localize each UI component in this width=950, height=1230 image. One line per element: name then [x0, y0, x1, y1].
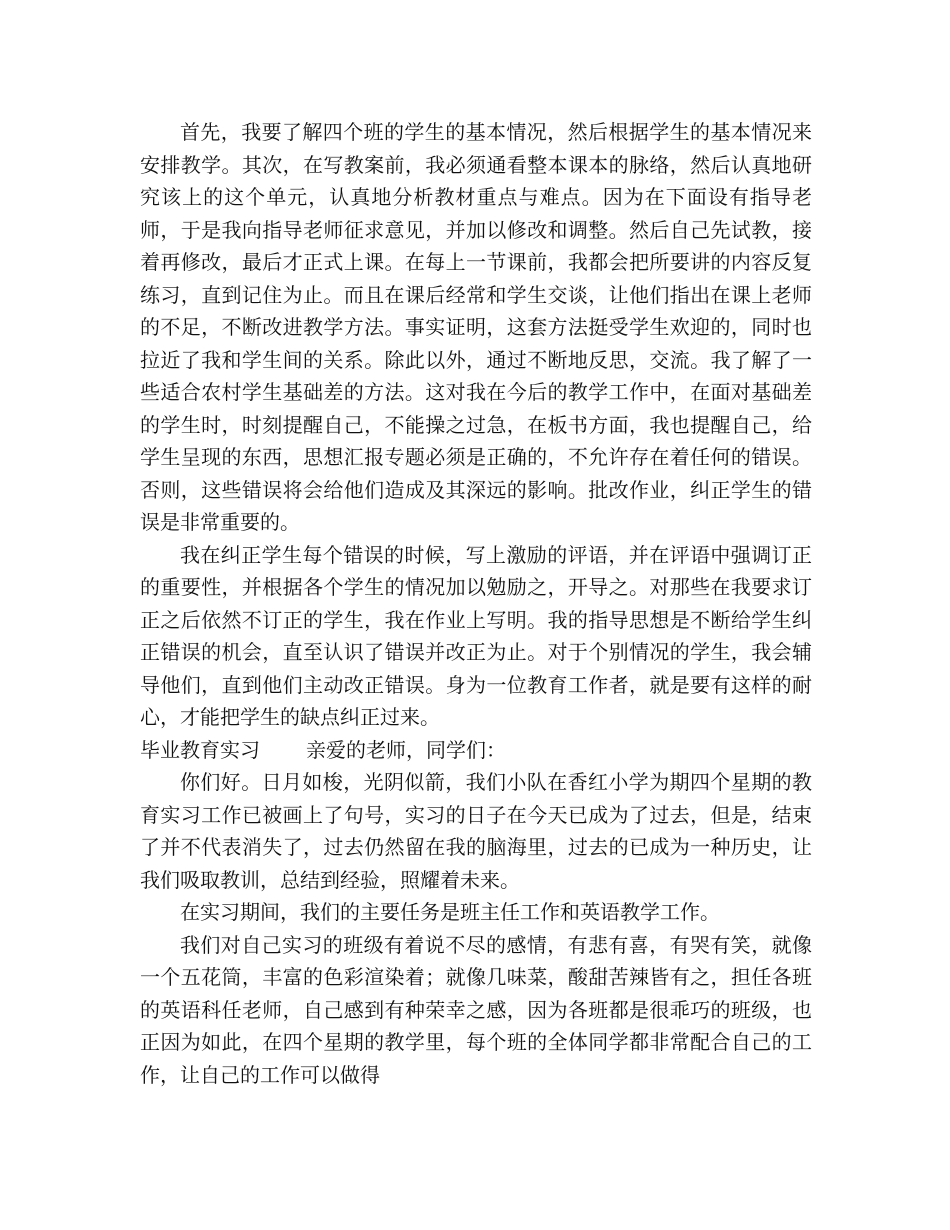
paragraph-2: 我在纠正学生每个错误的时候，写上激励的评语，并在评语中强调订正的重要性，并根据各个学生的情况加以勉励之，开导之。对那些在我要求订正之后依然不订正的学生，我在作业上写明。我的指导思想是不断给学生纠正错误的机会，直至认识了错误并改正为止。对于个别情况的学生，我会辅导他们，直到他们主动改正错误。身为一位教育工作者，就是要有这样的耐心，才能把学生的缺点纠正过来。	[140, 542, 812, 729]
paragraph-3: 你们好。日月如梭，光阴似箭，我们小队在香红小学为期四个星期的教育实习工作已被画上了句号，实习的日子在今天已成为了过去，但是，结束了并不代表消失了，过去仍然留在我的脑海里，过去的已成为一种历史，让我们吸取教训，总结到经验，照耀着未来。	[140, 770, 812, 892]
paragraph-1: 首先，我要了解四个班的学生的基本情况，然后根据学生的基本情况来安排教学。其次，在写教案前，我必须通看整本课本的脉络，然后认真地研究该上的这个单元，认真地分析教材重点与难点。因为在下面设有指导老师，于是我向指导老师征求意见，并加以修改和调整。然后自己先试教，接着再修改，最后才正式上课。在每上一节课前，我都会把所要讲的内容反复练习，直到记住为止。而且在课后经常和学生交谈，让他们指出在课上老师的不足，不断改进教学方法。事实证明，这套方法挺受学生欢迎的，同时也拉近了我和学生间的关系。除此以外，通过不断地反思，交流。我了解了一些适合农村学生基础差的方法。这对我在今后的教学工作中，在面对基础差的学生时，时刻提醒自己，不能操之过急，在板书方面，我也提醒自己，给学生呈现的东西，思想汇报专题必须是正确的，不允许存在着任何的错误。否则，这些错误将会给他们造成及其深远的影响。批改作业，纠正学生的错误是非常重要的。	[140, 120, 812, 534]
paragraph-4: 在实习期间，我们的主要任务是班主任工作和英语教学工作。	[180, 900, 720, 924]
heading-title: 毕业教育实习	[140, 737, 260, 762]
document-body	[140, 116, 812, 1091]
paragraph-5: 我们对自己实习的班级有着说不尽的感情，有悲有喜，有哭有笑，就像一个五花筒，丰富的色彩渲染着；就像几味菜，酸甜苦辣皆有之，担任各班的英语科任老师，自己感到有种荣幸之感，因为各班都是很乖巧的班级，也正因为如此，在四个星期的教学里，每个班的全体同学都非常配合自己的工作，让自己的工作可以做得	[140, 932, 812, 1087]
heading-greeting: 亲爱的老师，同学们：	[306, 737, 506, 762]
section-heading-line	[140, 734, 812, 767]
